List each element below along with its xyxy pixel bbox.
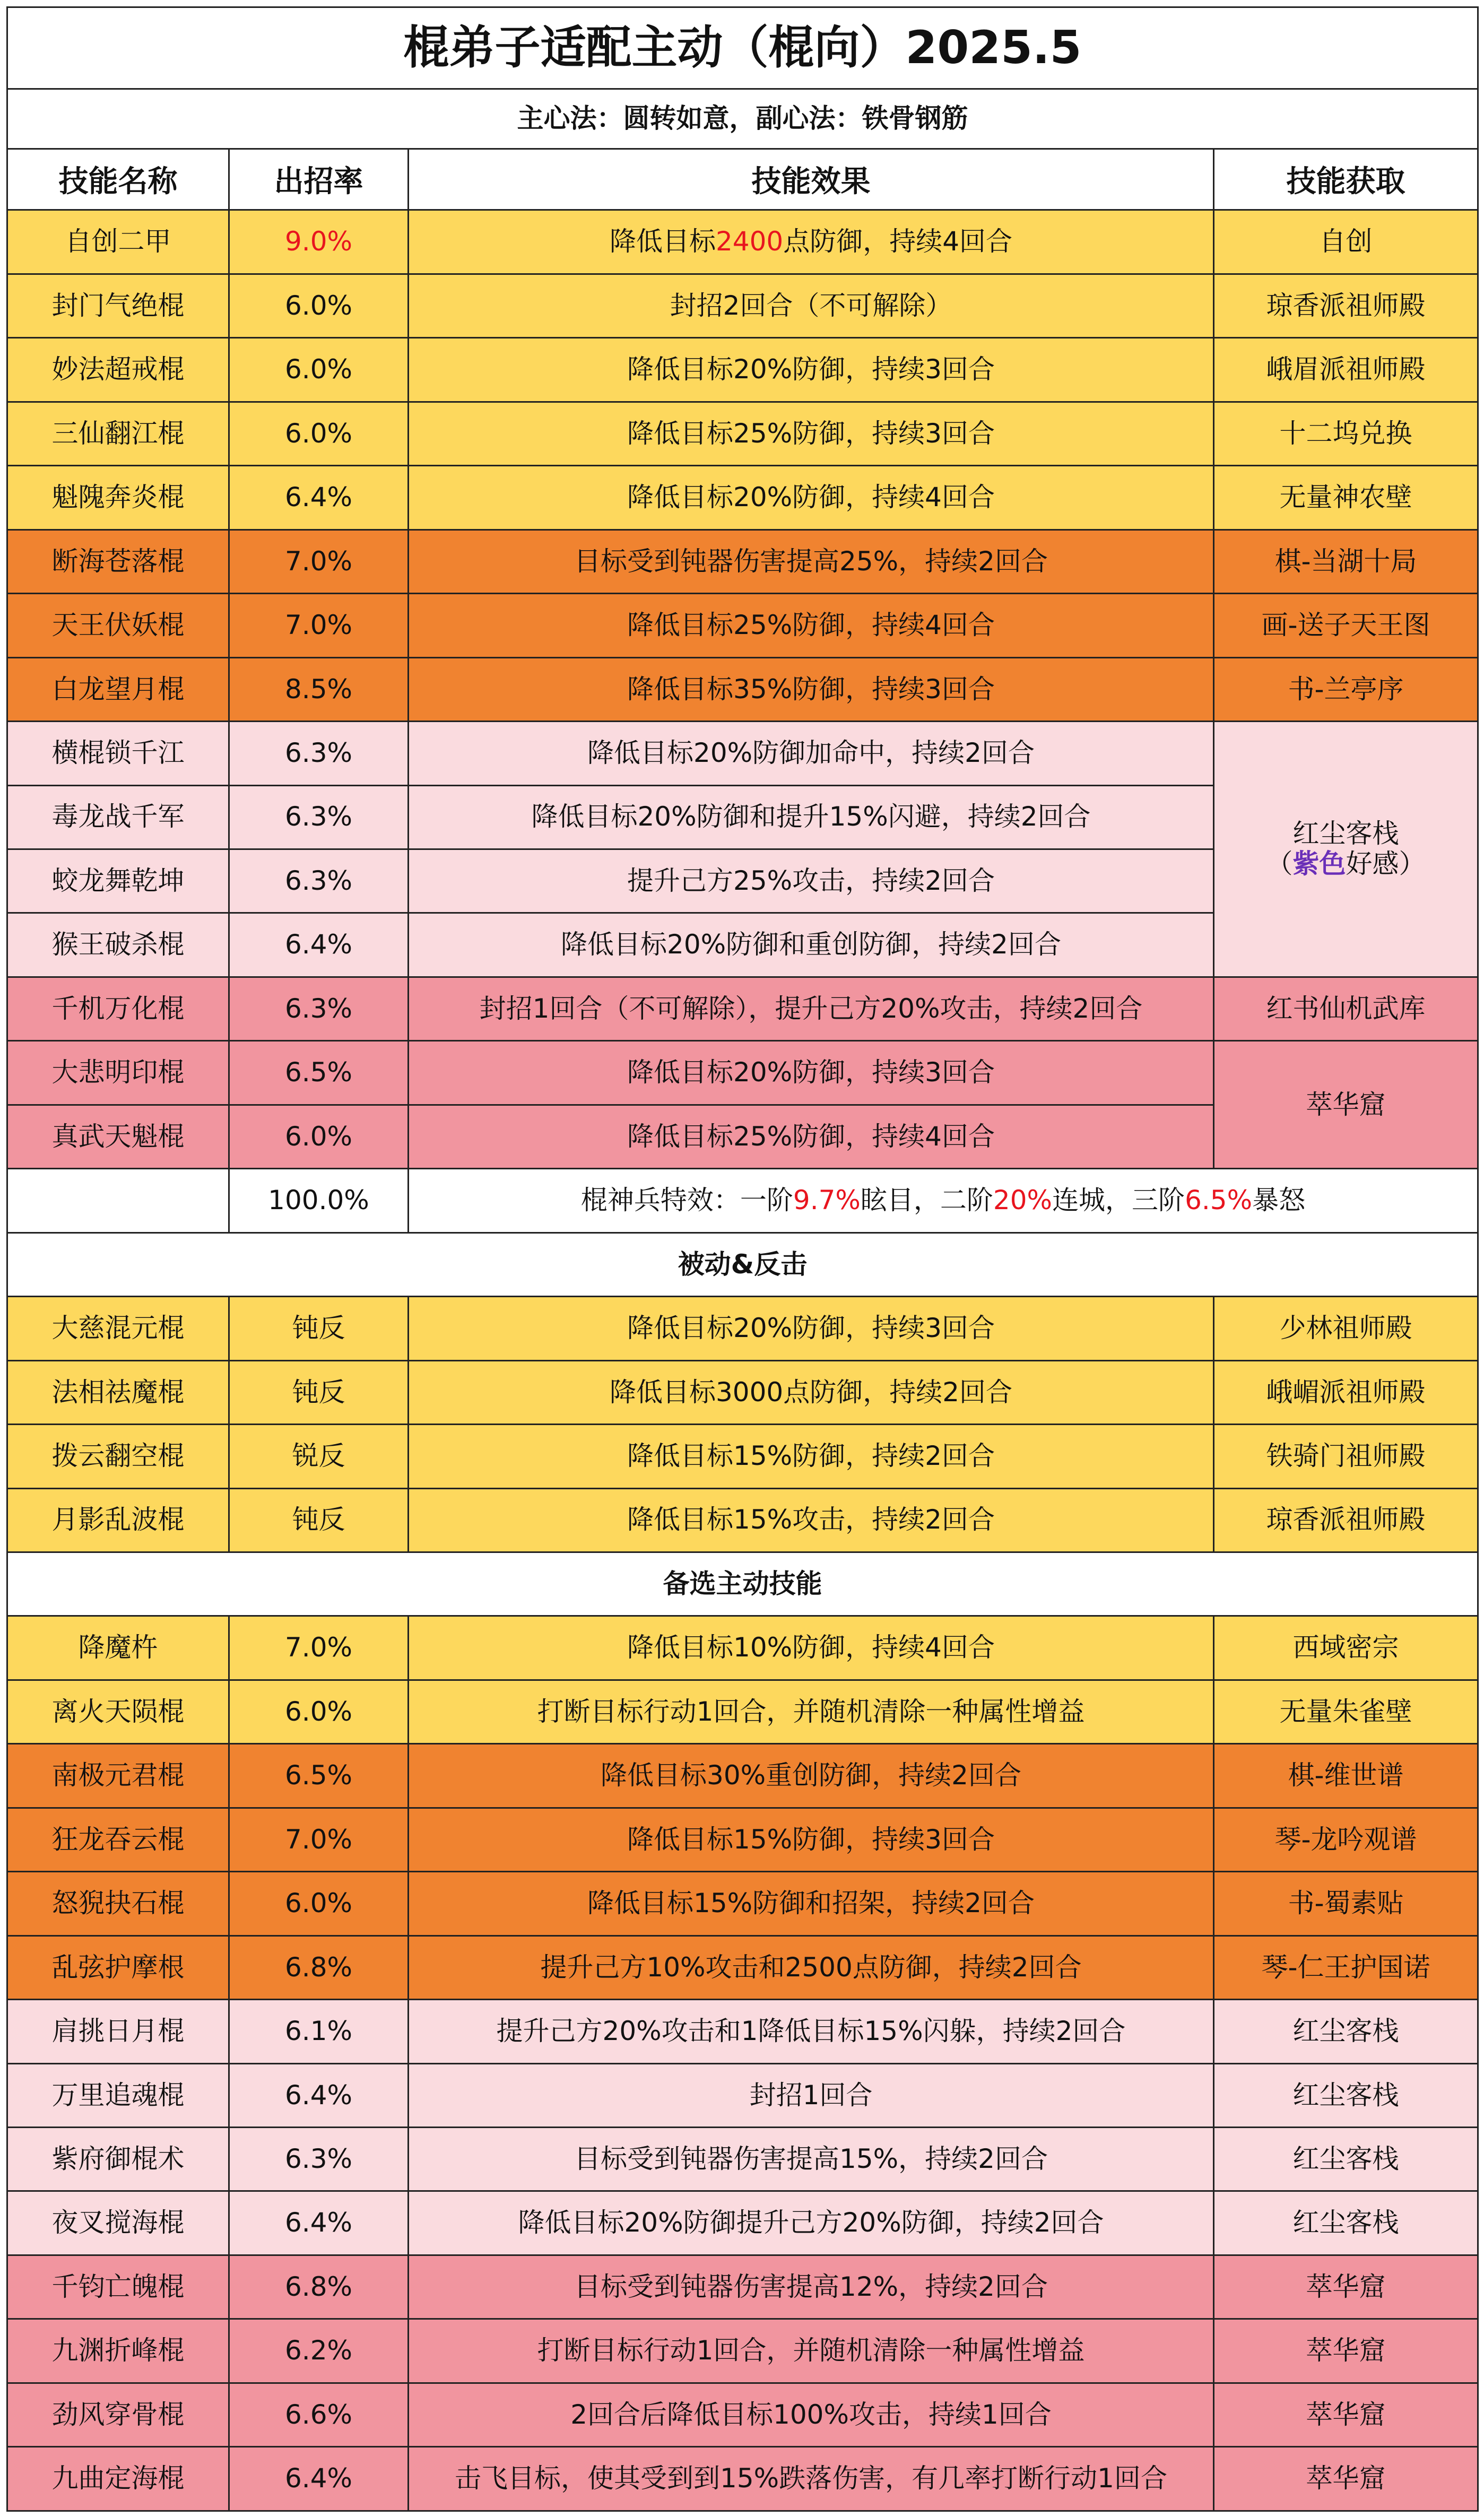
- skill-source: 红尘客栈: [1214, 2000, 1478, 2063]
- skill-rate: 6.4%: [229, 913, 409, 977]
- skill-effect: 目标受到钝器伤害提高12%，持续2回合: [409, 2255, 1214, 2319]
- total-row: [7, 1169, 1478, 1233]
- table-row: [7, 402, 1478, 465]
- skill-rate: 6.0%: [229, 402, 409, 465]
- section-row: [7, 1233, 1478, 1296]
- skill-effect: 降低目标3000点防御，持续2回合: [409, 1360, 1214, 1424]
- skill-effect: 降低目标15%防御，持续2回合: [409, 1425, 1214, 1488]
- skill-rate: 6.3%: [229, 722, 409, 785]
- skill-rate: 6.3%: [229, 977, 409, 1040]
- table-row: [7, 210, 1478, 274]
- table-row: [7, 338, 1478, 402]
- skill-source: 萃华窟: [1214, 2255, 1478, 2319]
- skill-effect: 降低目标15%防御，持续3回合: [409, 1808, 1214, 1871]
- skill-rate: 6.3%: [229, 785, 409, 849]
- table-row: [7, 1616, 1478, 1680]
- skill-effect: 降低目标20%防御和重创防御，持续2回合: [409, 913, 1214, 977]
- skill-name: 大悲明印棍: [7, 1041, 229, 1105]
- skill-effect: 降低目标25%防御，持续4回合: [409, 594, 1214, 657]
- weapon-effect-text: 暴怒: [1252, 1185, 1306, 1216]
- skill-effect: 降低目标20%防御加命中，持续2回合: [409, 722, 1214, 785]
- sheet-title: 棍弟子适配主动（棍向）2025.5: [7, 7, 1478, 89]
- weapon-effect-value: 6.5%: [1185, 1185, 1253, 1216]
- skill-rate: 6.3%: [229, 849, 409, 913]
- skill-name: 怒猊抉石棍: [7, 1872, 229, 1936]
- table-row: [7, 1360, 1478, 1424]
- header-effect: 技能效果: [409, 149, 1214, 210]
- skill-source: 无量朱雀壁: [1214, 1680, 1478, 1743]
- skill-source: 十二坞兑换: [1214, 402, 1478, 465]
- skill-rate: 6.5%: [229, 1041, 409, 1105]
- skill-source: 红尘客栈: [1214, 2063, 1478, 2127]
- skill-rate: 6.5%: [229, 1744, 409, 1808]
- effect-highlight: 2400: [715, 226, 784, 257]
- effect-text: 点防御，持续4回合: [783, 226, 1013, 257]
- skill-source: 棋-当湖十局: [1214, 530, 1478, 593]
- weapon-effect-text: 眩目，二阶: [860, 1185, 993, 1216]
- skill-name: 大慈混元棍: [7, 1297, 229, 1360]
- table-row: [7, 2000, 1478, 2063]
- table-row: [7, 2063, 1478, 2127]
- table-row: [7, 1808, 1478, 1871]
- table-row: [7, 274, 1478, 337]
- skill-source: 画-送子天王图: [1214, 594, 1478, 657]
- skill-name: 劲风穿骨棍: [7, 2383, 229, 2446]
- table-row: [7, 2319, 1478, 2383]
- skill-name: 千机万化棍: [7, 977, 229, 1040]
- skill-rate: 9.0%: [229, 210, 409, 274]
- skill-name: 毒龙战千军: [7, 785, 229, 849]
- table-row: [7, 530, 1478, 593]
- skill-name: 天王伏妖棍: [7, 594, 229, 657]
- table-row: [7, 466, 1478, 530]
- skill-name: 乱弦护摩根: [7, 1936, 229, 1999]
- skill-effect: 降低目标20%防御，持续3回合: [409, 1041, 1214, 1105]
- source-favor: 好感）: [1346, 848, 1426, 880]
- skill-effect: 封招1回合（不可解除），提升己方20%攻击，持续2回合: [409, 977, 1214, 1040]
- skill-rate: 6.1%: [229, 2000, 409, 2063]
- skill-source: 峨嵋派祖师殿: [1214, 1360, 1478, 1424]
- skill-source: 峨眉派祖师殿: [1214, 338, 1478, 402]
- skill-source: 棋-维世谱: [1214, 1744, 1478, 1808]
- skill-name: 蛟龙舞乾坤: [7, 849, 229, 913]
- effect-text: 降低目标: [609, 226, 716, 257]
- table-row: [7, 2191, 1478, 2255]
- skill-effect: 降低目标20%防御，持续3回合: [409, 338, 1214, 402]
- skill-name: 九渊折峰棍: [7, 2319, 229, 2383]
- skill-rate: 6.3%: [229, 2128, 409, 2191]
- skill-name: 月影乱波棍: [7, 1488, 229, 1552]
- skill-name: 法相祛魔棍: [7, 1360, 229, 1424]
- skill-name: 万里追魂棍: [7, 2063, 229, 2127]
- skill-effect: 封招2回合（不可解除）: [409, 274, 1214, 337]
- table-row: [7, 2383, 1478, 2446]
- skill-source: 萃华窟: [1214, 2447, 1478, 2511]
- table-row: [7, 1936, 1478, 1999]
- skill-source: 琼香派祖师殿: [1214, 1488, 1478, 1552]
- skill-source: 红尘客栈: [1214, 2128, 1478, 2191]
- skill-rate: 6.0%: [229, 1872, 409, 1936]
- skill-name: 封门气绝棍: [7, 274, 229, 337]
- skill-source: 无量神农壁: [1214, 466, 1478, 530]
- table-row: [7, 657, 1478, 721]
- skill-name: 肩挑日月棍: [7, 2000, 229, 2063]
- weapon-effect: [409, 1169, 1478, 1233]
- section-title-passive: 被动&反击: [7, 1233, 1478, 1296]
- skill-name: 千钧亡魄棍: [7, 2255, 229, 2319]
- skill-effect: 2回合后降低目标100%攻击，持续1回合: [409, 2383, 1214, 2446]
- skill-rate: 6.0%: [229, 1105, 409, 1168]
- table-row: [7, 1488, 1478, 1552]
- skill-rate: 7.0%: [229, 530, 409, 593]
- skill-source: 萃华窟: [1214, 2319, 1478, 2383]
- skill-effect: 提升己方25%攻击，持续2回合: [409, 849, 1214, 913]
- skill-effect: 封招1回合: [409, 2063, 1214, 2127]
- skill-effect: 打断目标行动1回合，并随机清除一种属性增益: [409, 1680, 1214, 1743]
- skill-name: 拨云翻空棍: [7, 1425, 229, 1488]
- table-row: [7, 977, 1478, 1040]
- source-line: 红尘客栈: [1292, 818, 1399, 849]
- skill-name: 离火天陨棍: [7, 1680, 229, 1743]
- skill-name: 南极元君棍: [7, 1744, 229, 1808]
- skill-source: 红尘客栈: [1214, 2191, 1478, 2255]
- header-row: [7, 149, 1478, 210]
- skill-name: 夜叉搅海棍: [7, 2191, 229, 2255]
- skill-rate: 7.0%: [229, 1616, 409, 1680]
- skill-rate: 钝反: [229, 1488, 409, 1552]
- skill-name: 横棍锁千江: [7, 722, 229, 785]
- table-row: [7, 2255, 1478, 2319]
- skill-name: 自创二甲: [7, 210, 229, 274]
- sheet-subtitle: 主心法：圆转如意，副心法：铁骨钢筋: [7, 89, 1478, 149]
- source-paren: （: [1266, 848, 1293, 880]
- header-rate: 出招率: [229, 149, 409, 210]
- skill-effect: 目标受到钝器伤害提高25%，持续2回合: [409, 530, 1214, 593]
- skill-name: 猴王破杀棍: [7, 913, 229, 977]
- skill-source-group: [1214, 722, 1478, 977]
- table-row: [7, 1872, 1478, 1936]
- header-source: 技能获取: [1214, 149, 1478, 210]
- skill-rate: 钝反: [229, 1297, 409, 1360]
- skill-source: 自创: [1214, 210, 1478, 274]
- skill-source-group: 萃华窟: [1214, 1041, 1478, 1169]
- skill-name: 紫府御棍术: [7, 2128, 229, 2191]
- skill-effect: 降低目标20%防御提升己方20%防御，持续2回合: [409, 2191, 1214, 2255]
- table-row: [7, 2128, 1478, 2191]
- source-line: [1219, 849, 1473, 880]
- skill-name: 妙法超戒棍: [7, 338, 229, 402]
- table-row: [7, 1744, 1478, 1808]
- skill-effect: 降低目标20%防御，持续4回合: [409, 466, 1214, 530]
- skill-effect: [409, 210, 1214, 274]
- section-row: [7, 1552, 1478, 1616]
- skill-rate: 8.5%: [229, 657, 409, 721]
- skill-rate: 锐反: [229, 1425, 409, 1488]
- table-row: [7, 2447, 1478, 2511]
- skill-rate: 6.4%: [229, 2191, 409, 2255]
- skill-table: [6, 6, 1479, 2512]
- skill-effect: 降低目标20%防御和提升15%闪避，持续2回合: [409, 785, 1214, 849]
- weapon-effect-value: 9.7%: [793, 1185, 861, 1216]
- skill-rate: 6.0%: [229, 1680, 409, 1743]
- skill-effect: 降低目标30%重创防御，持续2回合: [409, 1744, 1214, 1808]
- weapon-effect-text: 棍神兵特效：一阶: [580, 1185, 793, 1216]
- skill-rate: 6.4%: [229, 2063, 409, 2127]
- table-row: [7, 594, 1478, 657]
- skill-name: 真武天魁棍: [7, 1105, 229, 1168]
- skill-source: 琴-龙吟观谱: [1214, 1808, 1478, 1871]
- skill-rate: 6.8%: [229, 1936, 409, 1999]
- skill-rate: 6.0%: [229, 274, 409, 337]
- skill-effect: 降低目标10%防御，持续4回合: [409, 1616, 1214, 1680]
- section-title-alt: 备选主动技能: [7, 1552, 1478, 1616]
- table-row: [7, 1680, 1478, 1743]
- skill-name: 魁隗奔炎棍: [7, 466, 229, 530]
- weapon-effect-text: 连城，三阶: [1052, 1185, 1185, 1216]
- weapon-effect-value: 20%: [993, 1185, 1053, 1216]
- skill-rate: 7.0%: [229, 1808, 409, 1871]
- skill-name: 降魔杵: [7, 1616, 229, 1680]
- skill-name: 狂龙吞云棍: [7, 1808, 229, 1871]
- skill-source: 西域密宗: [1214, 1616, 1478, 1680]
- skill-effect: 降低目标15%攻击，持续2回合: [409, 1488, 1214, 1552]
- skill-rate: 钝反: [229, 1360, 409, 1424]
- skill-source: 萃华窟: [1214, 2383, 1478, 2446]
- skill-effect: 击飞目标，使其受到到15%跌落伤害，有几率打断行动1回合: [409, 2447, 1214, 2511]
- skill-source: 铁骑门祖师殿: [1214, 1425, 1478, 1488]
- skill-name: 九曲定海棍: [7, 2447, 229, 2511]
- skill-source: 书-兰亭序: [1214, 657, 1478, 721]
- skill-name: 断海苍落棍: [7, 530, 229, 593]
- skill-source: 琴-仁王护国诺: [1214, 1936, 1478, 1999]
- skill-source: 琼香派祖师殿: [1214, 274, 1478, 337]
- skill-rate: 6.0%: [229, 338, 409, 402]
- total-rate: 100.0%: [229, 1169, 409, 1233]
- skill-effect: 提升己方20%攻击和1降低目标15%闪躲，持续2回合: [409, 2000, 1214, 2063]
- skill-effect: 降低目标35%防御，持续3回合: [409, 657, 1214, 721]
- skill-rate: 7.0%: [229, 594, 409, 657]
- skill-rate: 6.8%: [229, 2255, 409, 2319]
- skill-effect: 降低目标25%防御，持续3回合: [409, 402, 1214, 465]
- skill-effect: 降低目标25%防御，持续4回合: [409, 1105, 1214, 1168]
- skill-effect: 提升己方10%攻击和2500点防御，持续2回合: [409, 1936, 1214, 1999]
- skill-effect: 目标受到钝器伤害提高15%，持续2回合: [409, 2128, 1214, 2191]
- table-row: [7, 1297, 1478, 1360]
- header-name: 技能名称: [7, 149, 229, 210]
- skill-source: 少林祖师殿: [1214, 1297, 1478, 1360]
- skill-source: 书-蜀素贴: [1214, 1872, 1478, 1936]
- skill-name: 白龙望月棍: [7, 657, 229, 721]
- table-row: [7, 722, 1478, 785]
- skill-effect: 降低目标20%防御，持续3回合: [409, 1297, 1214, 1360]
- skill-rate: 6.2%: [229, 2319, 409, 2383]
- favor-color: 紫色: [1292, 848, 1346, 880]
- total-label: [7, 1169, 229, 1233]
- skill-rate: 6.4%: [229, 466, 409, 530]
- skill-rate: 6.4%: [229, 2447, 409, 2511]
- skill-name: 三仙翻江棍: [7, 402, 229, 465]
- table-row: [7, 1041, 1478, 1105]
- skill-source: 红书仙机武库: [1214, 977, 1478, 1040]
- skill-rate: 6.6%: [229, 2383, 409, 2446]
- skill-effect: 打断目标行动1回合，并随机清除一种属性增益: [409, 2319, 1214, 2383]
- table-row: [7, 1425, 1478, 1488]
- skill-effect: 降低目标15%防御和招架，持续2回合: [409, 1872, 1214, 1936]
